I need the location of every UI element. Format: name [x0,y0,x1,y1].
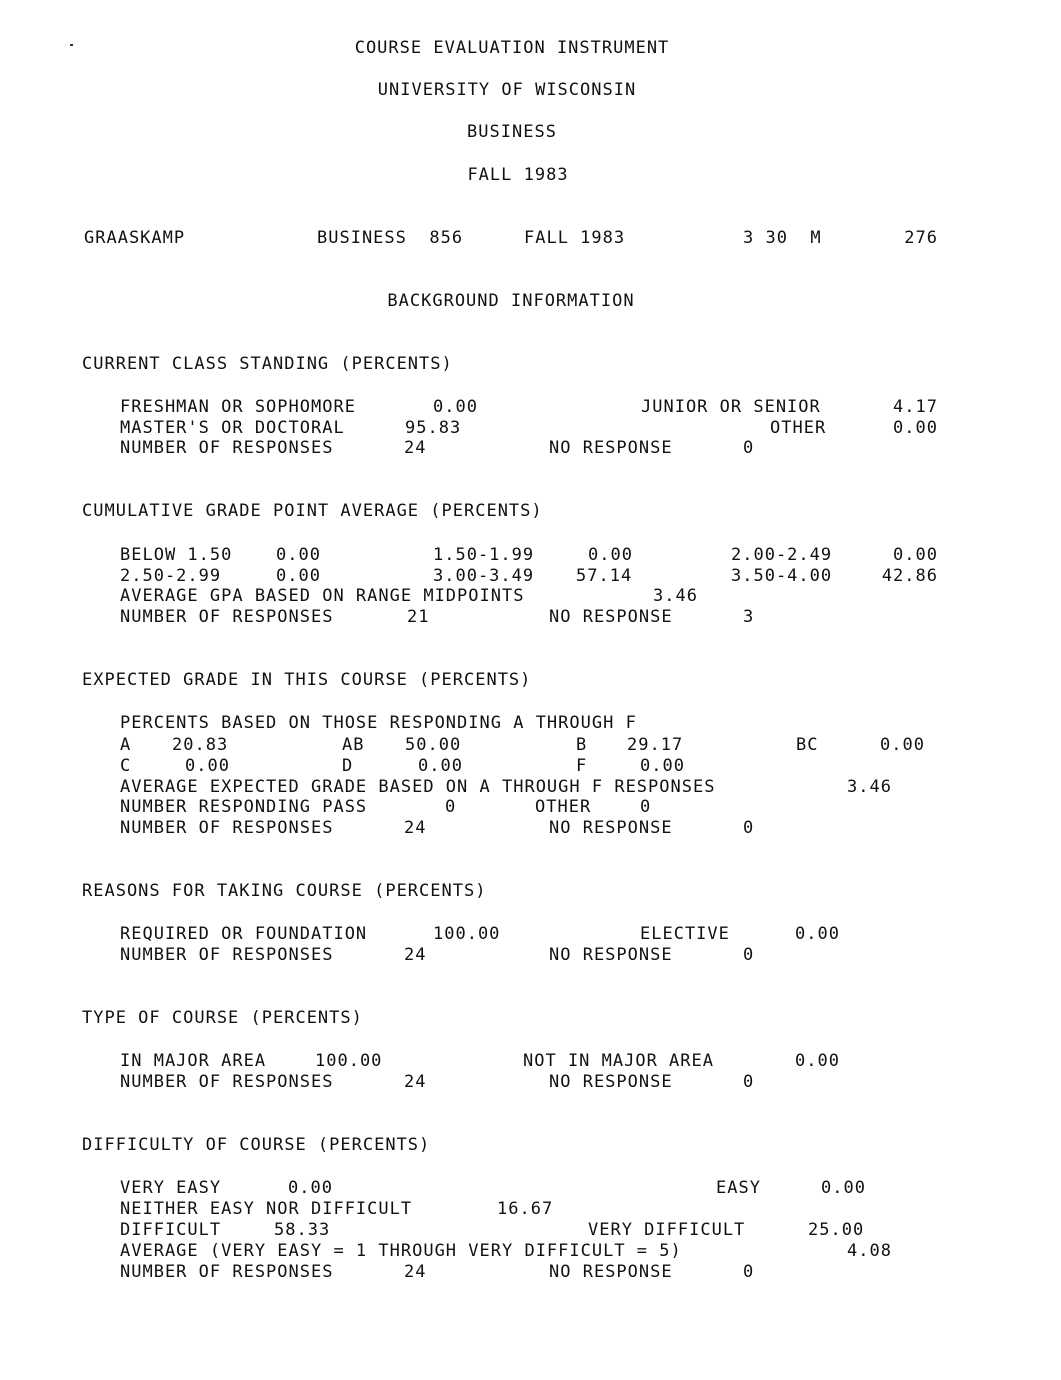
freshman-label: FRESHMAN OR SOPHOMORE [120,397,356,417]
report-title: COURSE EVALUATION INSTRUMENT [354,38,670,58]
major-label: IN MAJOR AREA [120,1051,267,1071]
section-title: CUMULATIVE GRADE POINT AVERAGE (PERCENTS) [82,501,543,521]
expected-basis-note: PERCENTS BASED ON THOSE RESPONDING A THROUGH F [120,713,637,733]
no-response-label: NO RESPONSE [549,438,673,458]
not-major-label: NOT IN MAJOR AREA [523,1051,714,1071]
course-code: 276 [904,228,938,248]
responses-label: NUMBER OF RESPONSES [120,1072,334,1092]
expected-average-label: AVERAGE EXPECTED GRADE BASED ON A THROUGH F RESPONSES [120,777,716,797]
pass-value: 0 [445,797,457,817]
background-heading: BACKGROUND INFORMATION [387,291,635,311]
course-schedule: 3 30 M [743,228,822,248]
department-name: BUSINESS [467,122,557,142]
section-title: TYPE OF COURSE (PERCENTS) [82,1008,363,1028]
gpa-range4-value: 57.14 [576,566,633,586]
other-value: 0.00 [893,418,938,438]
gpa-below-label: BELOW 1.50 [120,545,233,565]
grade-b-value: 29.17 [627,735,684,755]
very-difficult-value: 25.00 [808,1220,865,1240]
neither-value: 16.67 [497,1199,554,1219]
grade-b-label: B [576,735,588,755]
grade-ab-label: AB [342,735,365,755]
section-title: CURRENT CLASS STANDING (PERCENTS) [82,354,453,374]
freshman-value: 0.00 [433,397,478,417]
junior-label: JUNIOR OR SENIOR [641,397,821,417]
section-title: REASONS FOR TAKING COURSE (PERCENTS) [82,881,487,901]
gpa-range1-label: 1.50-1.99 [433,545,535,565]
gpa-range4-label: 3.00-3.49 [433,566,535,586]
no-response-label: NO RESPONSE [549,945,673,965]
grade-c-value: 0.00 [185,756,230,776]
no-response-label: NO RESPONSE [549,1072,673,1092]
responses-value: 24 [404,945,427,965]
responses-value: 21 [407,607,430,627]
no-response-label: NO RESPONSE [549,1262,673,1282]
masters-value: 95.83 [405,418,462,438]
no-response-value: 0 [743,1072,755,1092]
no-response-value: 0 [743,1262,755,1282]
difficulty-average-label: AVERAGE (VERY EASY = 1 THROUGH VERY DIFFICULT = 5) [120,1241,682,1261]
other-value: 0 [640,797,652,817]
neither-label: NEITHER EASY NOR DIFFICULT [120,1199,413,1219]
difficulty-average-value: 4.08 [847,1241,892,1261]
course-number: BUSINESS 856 [317,228,464,248]
required-label: REQUIRED OR FOUNDATION [120,924,368,944]
gpa-average-label: AVERAGE GPA BASED ON RANGE MIDPOINTS [120,586,525,606]
difficult-value: 58.33 [274,1220,331,1240]
major-value: 100.00 [315,1051,383,1071]
responses-label: NUMBER OF RESPONSES [120,438,334,458]
pass-label: NUMBER RESPONDING PASS [120,797,368,817]
no-response-value: 3 [743,607,755,627]
grade-bc-label: BC [796,735,819,755]
grade-a-label: A [120,735,132,755]
grade-f-value: 0.00 [640,756,685,776]
responses-label: NUMBER OF RESPONSES [120,945,334,965]
grade-f-label: F [576,756,588,776]
grade-bc-value: 0.00 [880,735,925,755]
very-difficult-label: VERY DIFFICULT [588,1220,746,1240]
responses-value: 24 [404,1072,427,1092]
responses-value: 24 [404,818,427,838]
required-value: 100.00 [433,924,501,944]
easy-label: EASY [716,1178,761,1198]
gpa-range3-value: 0.00 [276,566,321,586]
section-title: EXPECTED GRADE IN THIS COURSE (PERCENTS) [82,670,532,690]
other-label: OTHER [535,797,592,817]
easy-value: 0.00 [821,1178,866,1198]
elective-label: ELECTIVE [640,924,730,944]
responses-value: 24 [404,1262,427,1282]
scan-speck [70,44,73,46]
responses-value: 24 [404,438,427,458]
responses-label: NUMBER OF RESPONSES [120,607,334,627]
no-response-label: NO RESPONSE [549,818,673,838]
masters-label: MASTER'S OR DOCTORAL [120,418,345,438]
not-major-value: 0.00 [795,1051,840,1071]
gpa-range5-value: 42.86 [881,566,938,586]
no-response-value: 0 [743,945,755,965]
responses-label: NUMBER OF RESPONSES [120,1262,334,1282]
expected-average-value: 3.46 [847,777,892,797]
grade-c-label: C [120,756,132,776]
gpa-range5-label: 3.50-4.00 [731,566,833,586]
section-title: DIFFICULTY OF COURSE (PERCENTS) [82,1135,431,1155]
no-response-value: 0 [743,818,755,838]
gpa-range3-label: 2.50-2.99 [120,566,222,586]
term-heading: FALL 1983 [467,165,569,185]
grade-a-value: 20.83 [172,735,229,755]
responses-label: NUMBER OF RESPONSES [120,818,334,838]
gpa-below-value: 0.00 [276,545,321,565]
other-label: OTHER [770,418,827,438]
course-term: FALL 1983 [524,228,626,248]
junior-value: 4.17 [893,397,938,417]
gpa-range2-value: 0.00 [893,545,938,565]
grade-d-label: D [342,756,354,776]
gpa-range1-value: 0.00 [588,545,633,565]
instructor-name: GRAASKAMP [84,228,186,248]
university-name: UNIVERSITY OF WISCONSIN [377,80,637,100]
elective-value: 0.00 [795,924,840,944]
gpa-average-value: 3.46 [653,586,698,606]
very-easy-value: 0.00 [288,1178,333,1198]
no-response-label: NO RESPONSE [549,607,673,627]
no-response-value: 0 [743,438,755,458]
very-easy-label: VERY EASY [120,1178,222,1198]
grade-d-value: 0.00 [418,756,463,776]
gpa-range2-label: 2.00-2.49 [731,545,833,565]
grade-ab-value: 50.00 [405,735,462,755]
difficult-label: DIFFICULT [120,1220,222,1240]
